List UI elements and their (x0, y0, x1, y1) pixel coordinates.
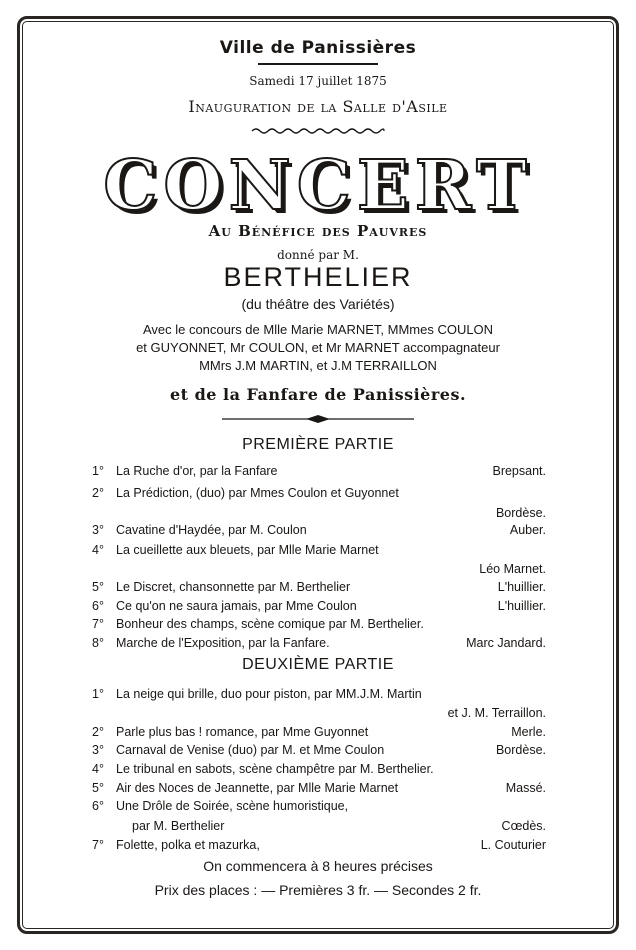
item-number: 1° (92, 464, 104, 478)
program-item-continuation (92, 816, 546, 836)
item-title: La cueillette aux bleuets, par Mlle Marie Marnet (116, 543, 379, 557)
program-item-continuation (92, 703, 546, 723)
performers-line-3: MMrs J.M MARTIN, et J.M TERRAILLON (199, 358, 437, 373)
performers-block (0, 321, 636, 375)
item-composer: Brepsant. (492, 464, 546, 478)
item-composer: L'huillier. (497, 599, 546, 613)
item-composer: Léo Marnet. (479, 562, 546, 576)
item-continuation: par M. Berthelier (132, 819, 225, 833)
item-title: Le Discret, chansonnette par M. Berthelier (116, 580, 351, 594)
program-item (92, 540, 546, 560)
program-item (92, 483, 546, 503)
program-item (92, 722, 546, 742)
item-title: Air des Noces de Jeannette, par Mlle Marie Marnet (116, 781, 399, 795)
part-one-heading: PREMIÈRE PARTIE (242, 436, 394, 453)
item-number: 3° (92, 523, 104, 537)
item-composer: Massé. (505, 781, 546, 795)
program-item (92, 684, 546, 704)
item-title: La Ruche d'or, par la Fanfare (116, 464, 278, 478)
item-composer: Bordèse. (495, 743, 546, 757)
item-number: 5° (92, 781, 104, 795)
program-item (92, 614, 546, 634)
item-number: 2° (92, 486, 104, 500)
inauguration-line: Inauguration de la Salle d'Asile (188, 97, 448, 116)
item-title: Carnaval de Venise (duo) par M. et Mme Coulon (116, 743, 385, 757)
performers-line-2: et GUYONNET, Mr COULON, et Mr MARNET accompagnateur (136, 340, 500, 355)
item-title: Ce qu'on ne saura jamais, par Mme Coulon (116, 599, 357, 613)
artist-name: BERTHELIER (223, 262, 413, 292)
ticket-prices: Prix des places : — Premières 3 fr. — Secondes 2 fr. (154, 882, 482, 898)
program-item (92, 740, 546, 760)
item-composer: L'huillier. (497, 580, 546, 594)
ornament-divider-middle (218, 414, 418, 424)
program-item (92, 796, 546, 816)
ornament-divider-top (250, 126, 386, 136)
item-number: 4° (92, 762, 104, 776)
item-composer: Auber. (509, 523, 546, 537)
item-title: Une Drôle de Soirée, scène humoristique, (116, 799, 349, 813)
item-number: 6° (92, 799, 104, 813)
event-date: Samedi 17 juillet 1875 (249, 74, 387, 88)
item-composer: Merle. (511, 725, 546, 739)
item-number: 1° (92, 687, 104, 701)
item-title: Folette, polka et mazurka, (116, 838, 260, 852)
item-title: Marche de l'Exposition, par la Fanfare. (116, 636, 330, 650)
item-composer: Cœdès. (501, 819, 546, 833)
fanfare-line: et de la Fanfare de Panissières. (169, 385, 467, 404)
item-composer: Bordèse. (495, 506, 546, 520)
concert-heading: CONCERT (103, 146, 533, 226)
item-number: 7° (92, 838, 104, 852)
item-title: Cavatine d'Haydée, par M. Coulon (116, 523, 307, 537)
item-title: Bonheur des champs, scène comique par M. Berthelier. (116, 617, 424, 631)
item-number: 3° (92, 743, 104, 757)
divider-short (258, 63, 378, 65)
program-item (92, 596, 546, 616)
item-number: 7° (92, 617, 104, 631)
start-time: On commencera à 8 heures précises (203, 858, 433, 874)
program-item (92, 520, 546, 540)
item-number: 2° (92, 725, 104, 739)
item-title: Parle plus bas ! romance, par Mme Guyonnet (116, 725, 369, 739)
program-item (92, 759, 546, 779)
theatre-name: (du théâtre des Variétés) (241, 296, 395, 312)
town-title: Ville de Panissières (219, 38, 417, 58)
program-item (92, 778, 546, 798)
item-title: La Prédiction, (duo) par Mmes Coulon et Guyonnet (116, 486, 399, 500)
item-title: La neige qui brille, duo pour piston, par MM.J.M. Martin (116, 687, 422, 701)
item-composer: Marc Jandard. (466, 636, 546, 650)
item-composer: L. Couturier (480, 838, 546, 852)
program-item (92, 835, 546, 855)
program-item (92, 633, 546, 653)
item-title: Le tribunal en sabots, scène champêtre par M. Berthelier. (116, 762, 434, 776)
item-number: 8° (92, 636, 104, 650)
program-item (92, 461, 546, 481)
part-two-heading: DEUXIÈME PARTIE (242, 656, 394, 673)
program-item-composer-line (92, 559, 546, 579)
program-item (92, 577, 546, 597)
item-number: 4° (92, 543, 104, 557)
item-number: 5° (92, 580, 104, 594)
item-number: 6° (92, 599, 104, 613)
performers-line-1: Avec le concours de Mlle Marie MARNET, MMmes COULON (142, 322, 494, 337)
given-by: donné par M. (277, 248, 359, 262)
benefit-line: Au Bénéfice des Pauvres (208, 222, 428, 240)
item-continuation: et J. M. Terraillon. (447, 706, 546, 720)
